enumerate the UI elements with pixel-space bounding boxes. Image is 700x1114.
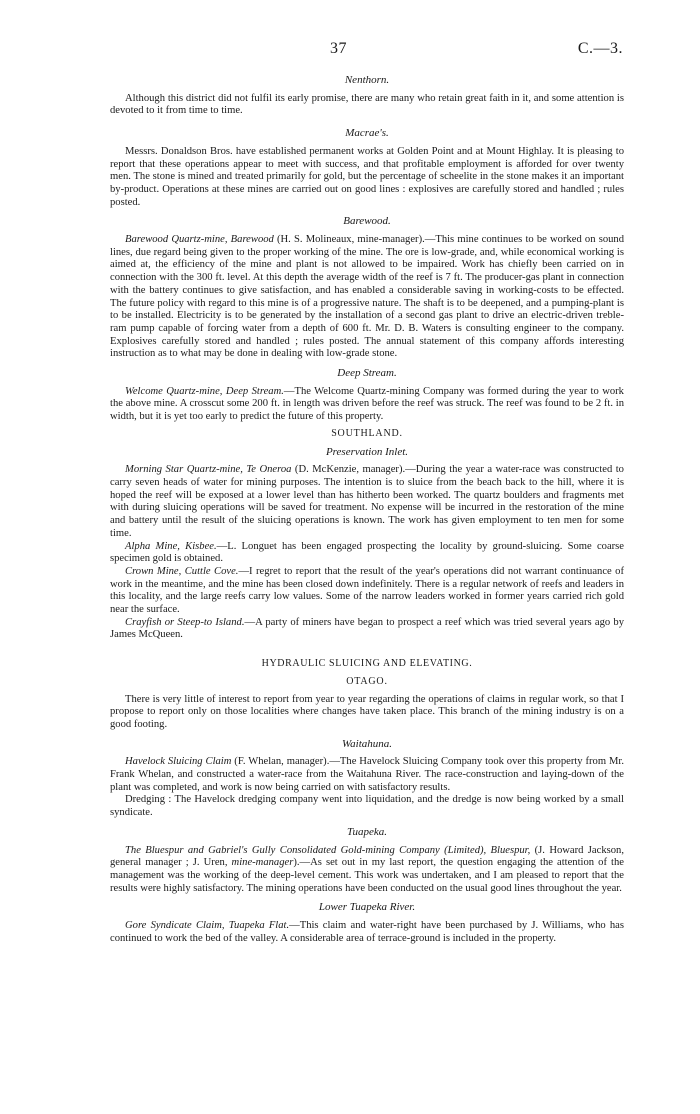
subheading-otago: OTAGO. (346, 675, 388, 687)
section-heading-lower-tuapeka: Lower Tuapeka River. (318, 901, 416, 914)
paragraph-text: (F. Whelan, manager).—The Havelock Sluicing Company took over this property from Mr. Frank Whelan, and constructed a water-race from the Waitahuna River. The race-construction and laying-down of the plant was completed, and work is now being carried on with satisfactory results. (110, 756, 624, 793)
paragraph-title: Alpha Mine, Kisbee. (125, 540, 217, 552)
section-heading-tuapeka: Tuapeka. (346, 825, 388, 838)
page-number: 37 (330, 40, 347, 57)
paragraph-text: —This claim and water-right have been purchased by J. Williams, who has continued to work the bed of the valley. A considerable area of terrace-ground is included in the property. (110, 920, 624, 944)
paragraph-title: The Bluespur and Gabriel's Gully Consolidated Gold-mining Company (Limited), Bluespur, (125, 844, 531, 856)
paragraph-title: Welcome Quartz-mine, Deep Stream. (125, 385, 284, 397)
paragraph-text: —The Welcome Quartz-mining Company was formed during the year to work the above mine. A crosscut some 200 ft. in length was driven before the reef was struck. The reef was found to be 2 ft. in width, but it is yet too early to predict the future of this property. (110, 385, 624, 423)
paragraph-text: (J. Howard Jackson, general manager ; J. Uren, (110, 844, 624, 869)
paragraph (110, 920, 624, 945)
paragraph-text: —I regret to report that the result of the year's operations did not warrant continuance of work in the meantime, and the mine has been closed down indefinitely. There is a regular network of reefs and leaders in this locality, and the large reefs carry low values. Some of the narrow leaders worked in former years carried rich gold near the surface. (110, 565, 624, 616)
paragraph: There is very little of interest to report from year to year regarding the operations of claims in regular work, so that I propose to report only on those localities where changes have taken place. This branch of the mining industry is on a good footing. (110, 693, 624, 730)
page-body (110, 68, 624, 945)
paragraph-text: (H. S. Molineaux, mine-manager).—This mine continues to be worked on sound lines, due regard being given to the proper working of the mine. The ore is low-grade, and, while economical working is aimed at, the efficiency of the mine and plant is not allowed to be impaired. Work has chiefly been carried on in connection with the 300 ft. level. At this depth the average width of the reef is 7 ft. The producer-gas plant in connection with the battery continues to give satisfaction, and has enabled a considerable saving in working-costs to be effected. The future policy with regard to this mine is of a progressive nature. The shaft is to be deepened, and a pumping-plant is to be installed. Electricity is to be generated by the installation of a second gas plant to drive an electric-driven treble-ram pump capable of forcing water from a depth of 600 ft. Mr. D. B. Waters is consulting engineer to the company. Explosives carefully stored and handled ; rules posted. The annual statement of this company affords interesting instruction as to what may be done in dealing with low-grade stone. (110, 234, 625, 360)
paragraph (110, 386, 624, 424)
paragraph-text: —A party of miners have began to prospect a reef which was tried several years ago by James McQueen. (110, 616, 625, 641)
section-heading-nenthorn: Nenthorn. (344, 74, 390, 86)
section-heading-waitahuna: Waitahuna. (341, 737, 392, 750)
section-heading-hydraulic: HYDRAULIC SLUICING AND ELEVATING. (261, 658, 473, 670)
paragraph (110, 845, 624, 896)
subheading-preservation-inlet: Preservation Inlet. (325, 445, 409, 458)
paragraph-title: Crayfish or Steep-to Island. (125, 616, 245, 628)
paragraph-text: —L. Longuet has been engaged prospecting the locality by ground-sluicing. Some coarse specimen gold is obtained. (110, 540, 624, 565)
paragraph (110, 464, 624, 540)
paragraph-title: Havelock Sluicing Claim (125, 756, 232, 768)
paragraph (110, 566, 624, 617)
section-heading-macraes: Macrae's. (345, 127, 389, 140)
section-heading-deep-stream: Deep Stream. (337, 367, 397, 380)
paragraph (110, 541, 624, 566)
paragraph-title: Crown Mine, Cuttle Cove. (125, 565, 239, 577)
paragraph: Messrs. Donaldson Bros. have established permanent works at Golden Point and at Mount Highlay. It is pleasing to report that these operations appear to meet with success, and that profitable employment is afforded for over twenty men. The stone is mined and treated primarily for gold, but the percentage of scheelite in the stone makes it an important by-product. Operations at these mines are carried out on good lines : explosives are carefully stored and handled ; rules posted. (110, 145, 624, 208)
section-heading-barewood: Barewood. (343, 215, 391, 228)
paragraph-text: (D. McKenzie, manager).—During the year a water-race was constructed to carry seven heads of water for mining purposes. The intention is to sluice from the beach back to the hill, where it is hoped the reef will be exposed at a lower level than has hitherto been worked. The quartz boulders and fragments met with during sluicing operations will be saved for treatment. No expense will be incurred in the restoration of the mine and battery until the result of the sluicing operations is known. The work has given employment to ten men for some time. (110, 464, 624, 539)
paragraph-title: Barewood Quartz-mine, Barewood (125, 234, 274, 246)
paragraph-text: ).—As set out in my last report, the question engaging the attention of the management was the working of the deep-level cement. This work was undertaken, and I am pleased to report that the results were highly satisfactory. The mining operations have been conducted on the usual good lines throughout the year. (110, 857, 624, 894)
section-heading-southland: SOUTHLAND. (331, 427, 403, 439)
paragraph (110, 617, 624, 642)
paragraph (110, 234, 624, 361)
paragraph-title: Morning Star Quartz-mine, Te Oneroa (125, 464, 292, 476)
paragraph (110, 756, 624, 794)
paragraph: Although this district did not fulfil its early promise, there are many who retain great faith in it, and some attention is devoted to it from time to time. (110, 92, 624, 117)
paragraph-title: Gore Syndicate Claim, Tuapeka Flat. (125, 920, 290, 932)
paragraph-italic: mine-manager (231, 857, 294, 869)
paragraph: Dredging : The Havelock dredging company went into liquidation, and the dredge is now being worked by a small syndicate. (110, 794, 624, 819)
document-code: C.—3. (577, 40, 623, 57)
